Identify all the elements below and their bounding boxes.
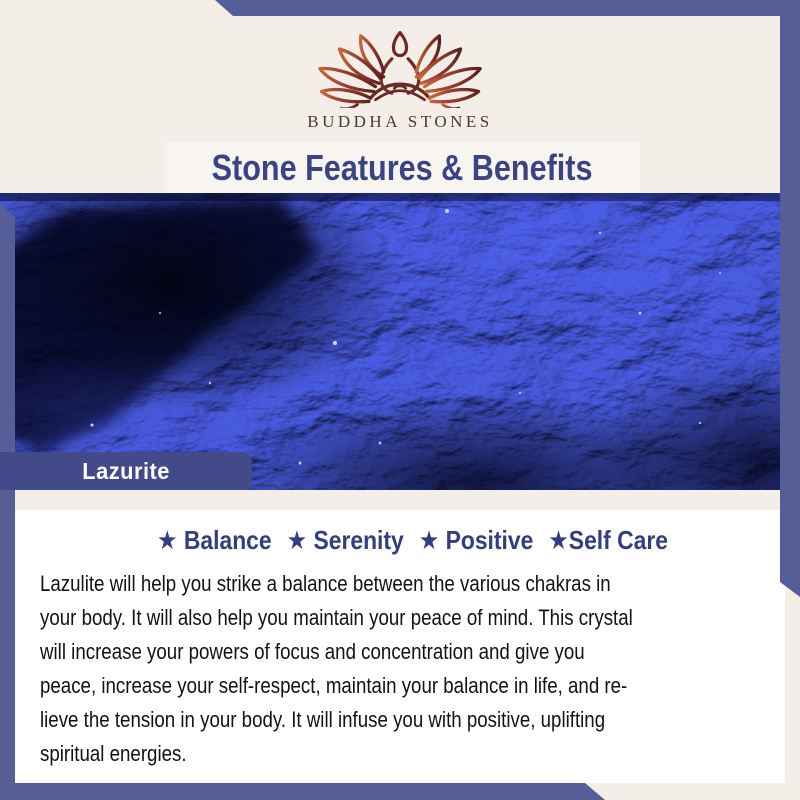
benefit-balance: ★ Balance bbox=[156, 525, 272, 555]
description-line: your body. It will also help you maintain your peace of mind. This crystal bbox=[40, 605, 633, 630]
benefits-text-box bbox=[15, 510, 785, 783]
benefit-serenity: ★ Serenity bbox=[286, 525, 404, 555]
section-title-band bbox=[165, 142, 640, 193]
brand-name: BUDDHA STONES bbox=[307, 112, 493, 131]
section-title: Stone Features & Benefits bbox=[212, 146, 593, 188]
benefit-self-care: ★Self Care bbox=[548, 525, 669, 555]
description-line: lieve the tension in your body. It will infuse you with positive, uplifting bbox=[40, 707, 606, 732]
lotus-meditation-icon bbox=[310, 26, 490, 108]
stone-name-banner bbox=[0, 452, 252, 490]
description-line: spiritual energies. bbox=[40, 741, 187, 766]
stone-photo bbox=[0, 193, 780, 490]
description-line: will increase your powers of focus and concentration and give you bbox=[40, 639, 585, 664]
frame-ribbon-left bbox=[0, 203, 15, 800]
description-line: peace, increase your self-respect, maintain your balance in life, and re- bbox=[40, 673, 628, 698]
benefits-row bbox=[85, 525, 741, 556]
description-paragraph bbox=[40, 567, 785, 771]
frame-ribbon-top bbox=[215, 0, 800, 16]
stone-name-label: Lazurite bbox=[82, 457, 170, 484]
frame-ribbon-bottom bbox=[0, 783, 605, 800]
description-line: Lazulite will help you strike a balance between the various chakras in bbox=[40, 571, 611, 596]
frame-ribbon-right bbox=[780, 0, 800, 597]
benefit-positive: ★ Positive bbox=[418, 525, 534, 555]
